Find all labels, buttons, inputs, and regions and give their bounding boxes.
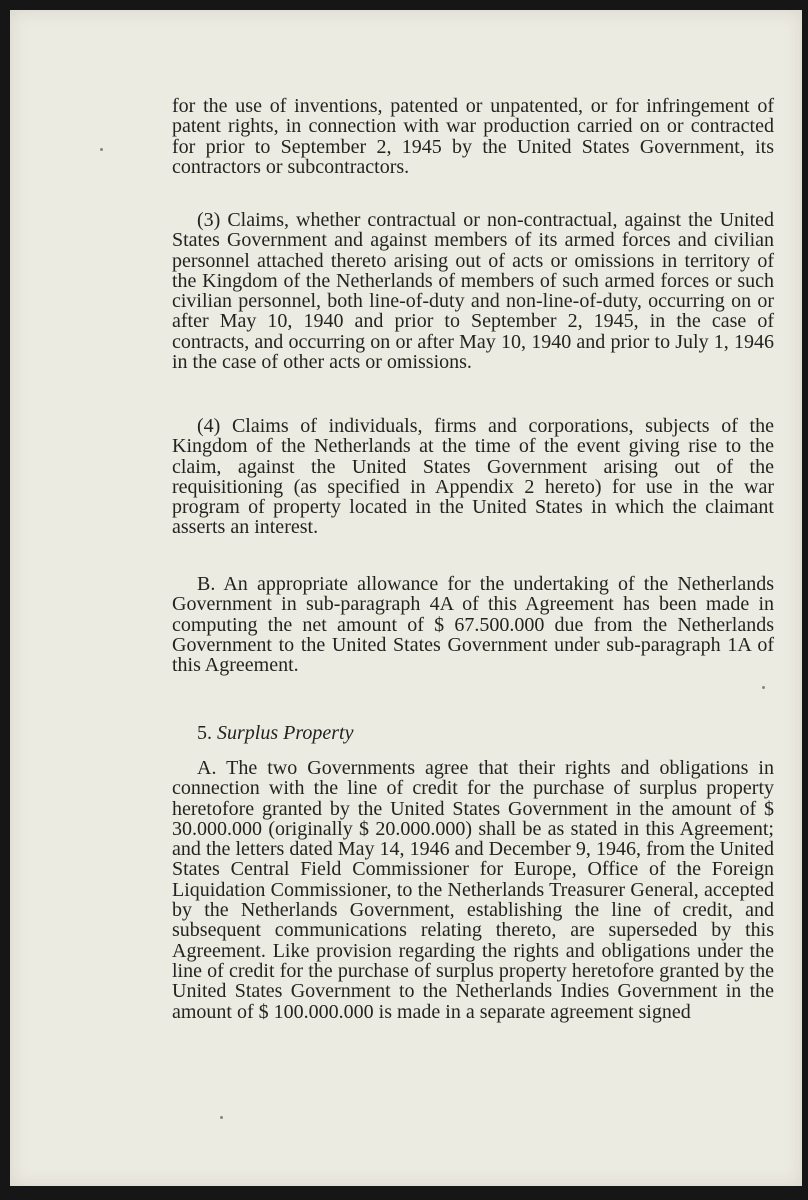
paragraph-claims-3: (3) Claims, whether contractual or non-contractual, against the United States Government and against members of its armed forces and civilian personnel attached thereto arising out of acts or omissions in territory of the Kingdom of the Netherlands of members of such armed forces or such civilian personnel, both line-of-duty and non-line-of-duty, occurring on or after May 10, 1940 and prior to September 2, 1945, in the case of contracts, and occurring on or after May 10, 1940 and prior to July 1, 1946 in the case of other acts or omissions. xyxy=(172,209,774,374)
scan-speck xyxy=(100,148,103,151)
document-page xyxy=(10,10,802,1186)
paragraph-continuation: for the use of inventions, patented or unpatented, or for infringement of patent rights, in connection with war production carried on or contracted for prior to September 2, 1945 by the United States Government, its contractors or subcontractors. xyxy=(172,95,774,178)
section-heading xyxy=(197,722,353,745)
paragraph-5a-surplus: A. The two Governments agree that their rights and obligations in connection with the line of credit for the purchase of surplus property heretofore granted by the United States Government in the amount of $ 30.000.000 (originally $ 20.000.000) shall be as stated in this Agreement; and the letters dated May 14, 1946 and December 9, 1946, from the United States Central Field Commissioner for Europe, Office of the Foreign Liquidation Commissioner, to the Netherlands Treasurer General, accepted by the Netherlands Government, establishing the line of credit, and subsequent communications relating thereto, are superseded by this Agreement. Like provision regarding the rights and obligations under the line of credit for the purchase of surplus property heretofore granted by the United States Government to the Netherlands Indies Government in the amount of $ 100.000.000 is made in a separate agreement signed xyxy=(172,757,774,1023)
paragraph-b-allowance: B. An appropriate allowance for the undertaking of the Netherlands Government in sub-paragraph 4A of this Agreement has been made in computing the net amount of $ 67.500.000 due from the Netherlands Government to the United States Government under sub-paragraph 1A of this Agreement. xyxy=(172,573,774,677)
section-number: 5. xyxy=(197,722,212,744)
section-title: Surplus Property xyxy=(217,722,354,744)
scan-speck xyxy=(220,1116,223,1119)
scan-speck xyxy=(762,686,765,689)
paragraph-claims-4: (4) Claims of individuals, firms and corporations, subjects of the Kingdom of the Netherlands at the time of the event giving rise to the claim, against the United States Government arising out of the requisitioning (as specified in Appendix 2 hereto) for use in the war program of property located in the United States in which the claimant asserts an interest. xyxy=(172,415,774,539)
